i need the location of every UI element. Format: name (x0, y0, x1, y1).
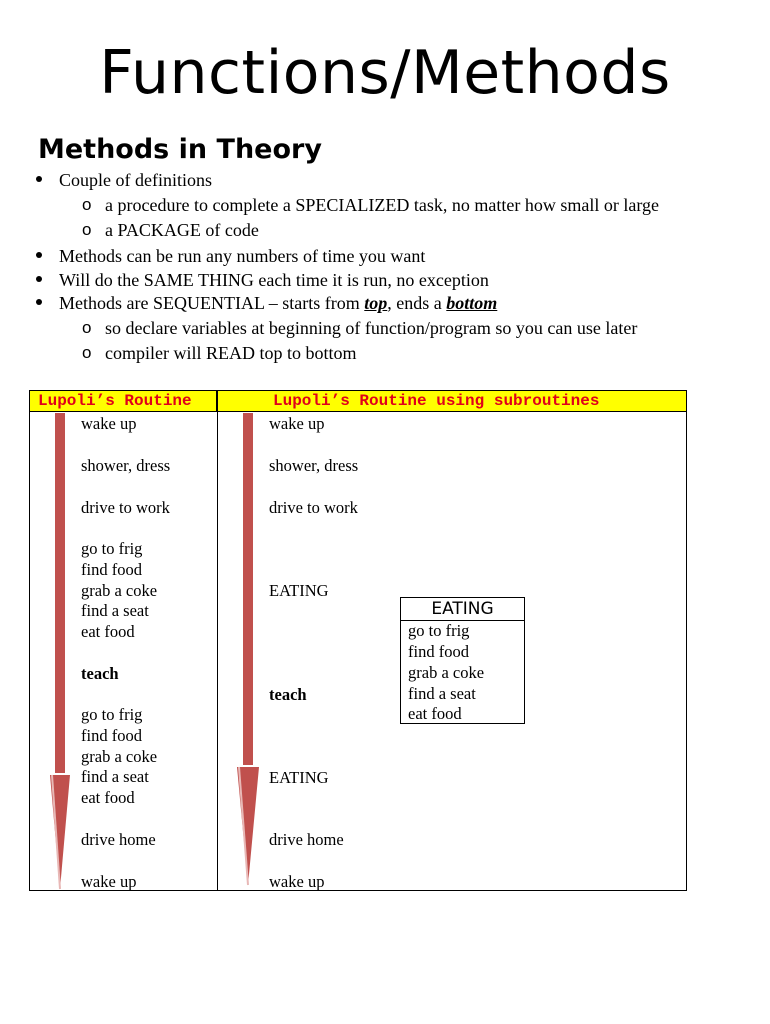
eating-box-item: find food (408, 642, 469, 661)
left-row: grab a coke (81, 746, 158, 766)
left-row: eat food (81, 788, 135, 808)
left-row: wake up (81, 872, 137, 891)
down-arrow-icon (46, 413, 74, 891)
right-row: wake up (269, 872, 325, 891)
bullet-text-part: , ends a (387, 293, 447, 313)
bullet-text-part: Methods are SEQUENTIAL – starts from (59, 293, 365, 313)
left-row: go to frig (81, 539, 143, 558)
bullet-dot-icon (36, 176, 42, 182)
routine-table (29, 390, 687, 891)
eating-subroutine-box (400, 597, 525, 724)
left-row: drive home (81, 830, 156, 849)
sub-bullet-marker: o (82, 195, 92, 214)
eating-box-item: grab a coke (408, 663, 485, 682)
left-row: eat food (81, 622, 135, 642)
eating-box-item: go to frig (408, 621, 470, 640)
emphasis-bottom: bottom (446, 293, 498, 313)
sub-bullet-text: so declare variables at beginning of function/program so you can use later (105, 318, 638, 338)
bullet-text (59, 293, 497, 314)
right-row: EATING (269, 581, 329, 600)
bullet-dot-icon (36, 252, 42, 258)
sub-bullet-text: compiler will READ top to bottom (105, 343, 357, 363)
bullet-dot-icon (36, 276, 42, 282)
sub-bullet-text: a PACKAGE of code (105, 220, 259, 240)
left-row: shower, dress (81, 456, 171, 475)
left-row: find food (81, 725, 142, 745)
left-row: go to frig (81, 705, 143, 724)
left-row: grab a coke (81, 580, 158, 600)
right-row: drive to work (269, 498, 358, 517)
table-header-right: Lupoli’s Routine using subroutines (217, 391, 686, 412)
bullet-dot-icon (36, 299, 42, 305)
emphasis-top: top (364, 293, 388, 313)
bullet-text: Will do the SAME THING each time it is run, no exception (59, 270, 489, 290)
eating-box-item: find a seat (408, 684, 476, 703)
right-row: wake up (269, 414, 325, 433)
left-row: wake up (81, 414, 137, 433)
sub-bullet-marker: o (82, 318, 92, 337)
right-row: EATING (269, 768, 329, 787)
eating-box-title: EATING (401, 598, 524, 621)
bullet-text: Methods can be run any numbers of time you want (59, 246, 426, 266)
table-header-left: Lupoli’s Routine (30, 391, 217, 412)
sub-bullet-marker: o (82, 220, 92, 239)
left-row: find a seat (81, 767, 149, 787)
right-row: shower, dress (269, 456, 359, 475)
page-title: Functions/Methods (99, 38, 671, 108)
sub-bullet-marker: o (82, 343, 92, 362)
right-row: drive home (269, 830, 344, 849)
right-row: teach (269, 685, 307, 704)
left-row: teach (81, 664, 119, 683)
left-row: drive to work (81, 498, 170, 517)
left-row: find a seat (81, 601, 149, 621)
section-heading: Methods in Theory (38, 134, 322, 165)
down-arrow-icon (233, 413, 263, 888)
column-divider (217, 391, 218, 890)
left-row: find food (81, 559, 142, 579)
bullet-text: Couple of definitions (59, 170, 212, 190)
eating-box-item: eat food (408, 704, 462, 723)
sub-bullet-text: a procedure to complete a SPECIALIZED task, no matter how small or large (105, 195, 660, 215)
